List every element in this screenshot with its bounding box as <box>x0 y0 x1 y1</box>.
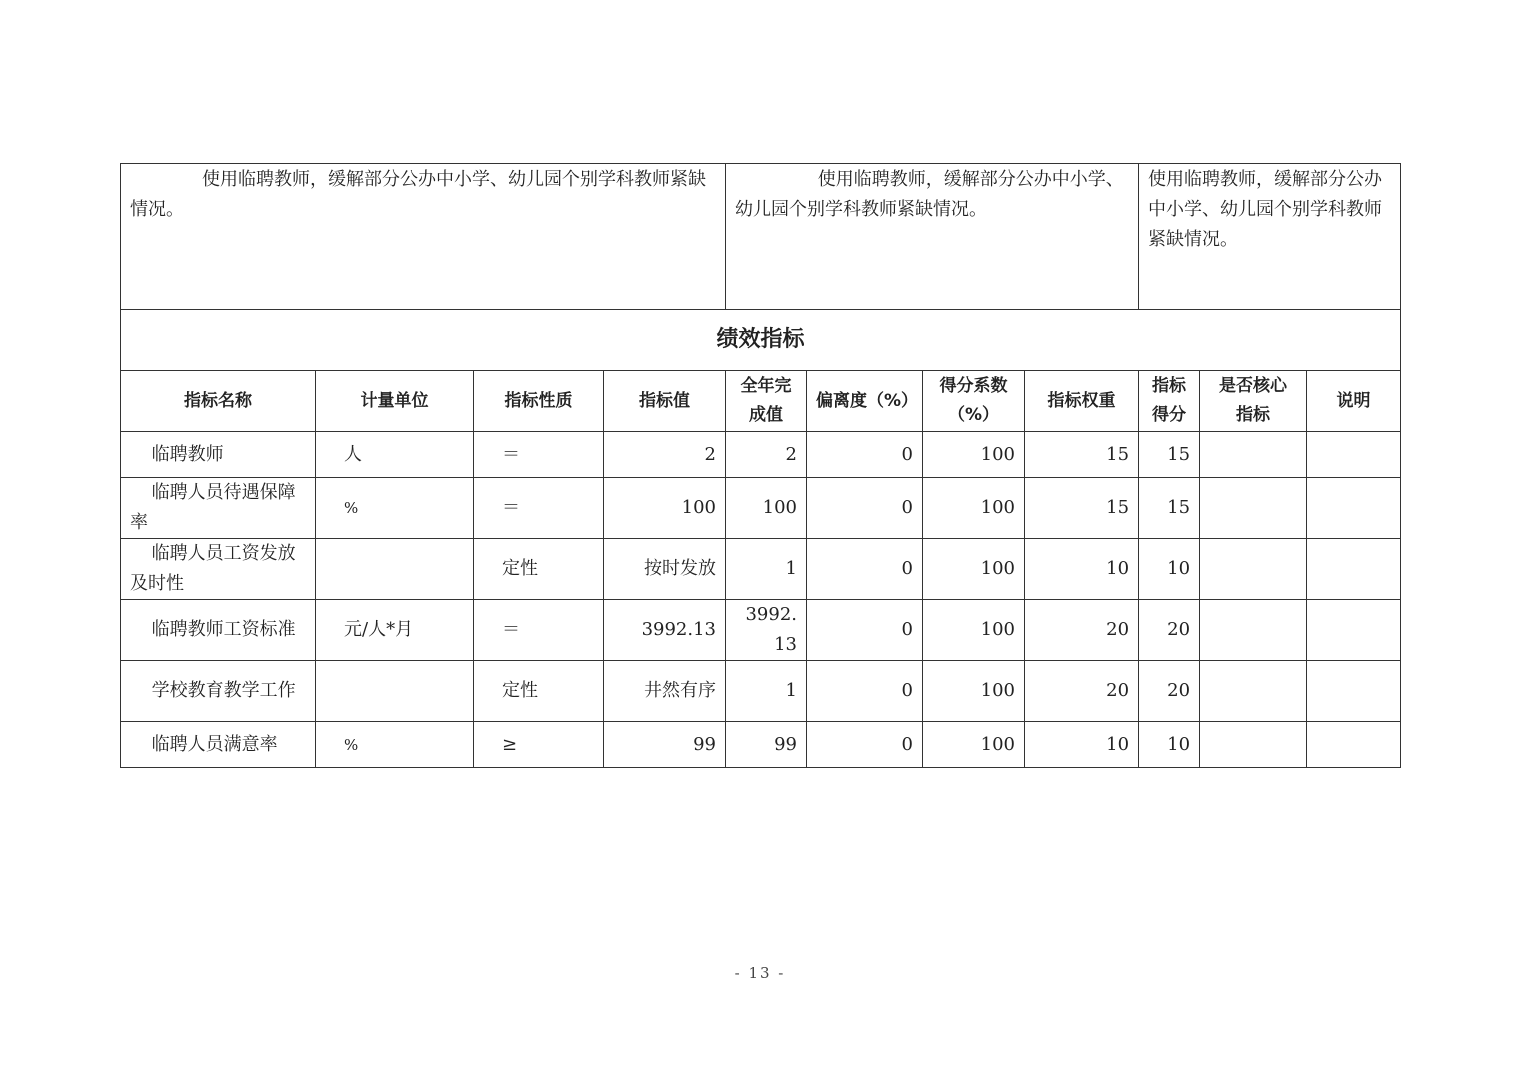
cell-coef: 100 <box>923 722 1025 768</box>
header-nature: 指标性质 <box>474 371 604 432</box>
header-coef-line2: （%） <box>947 405 1000 425</box>
cell-nature: ＝ <box>474 432 604 478</box>
header-row <box>121 371 1401 432</box>
cell-note <box>1307 722 1401 768</box>
header-deviation: 偏离度（%） <box>807 371 923 432</box>
cell-note <box>1307 478 1401 539</box>
objective-cell-1: 使用临聘教师，缓解部分公办中小学、幼儿园个别学科教师紧缺情况。 <box>121 164 726 310</box>
cell-name: 临聘教师工资标准 <box>121 600 316 661</box>
cell-coef: 100 <box>923 600 1025 661</box>
cell-weight: 20 <box>1025 661 1139 722</box>
cell-score: 10 <box>1139 539 1200 600</box>
cell-actual: 99 <box>726 722 807 768</box>
cell-name: 临聘人员满意率 <box>121 722 316 768</box>
cell-deviation: 0 <box>807 539 923 600</box>
cell-score: 15 <box>1139 432 1200 478</box>
header-actual <box>726 371 807 432</box>
cell-unit: 元/人*月 <box>316 600 474 661</box>
cell-unit: % <box>316 722 474 768</box>
cell-deviation: 0 <box>807 478 923 539</box>
header-coef-line1: 得分系数 <box>939 376 1008 396</box>
cell-core <box>1200 661 1307 722</box>
header-name: 指标名称 <box>121 371 316 432</box>
header-score-line1: 指标 <box>1152 376 1187 396</box>
cell-deviation: 0 <box>807 432 923 478</box>
header-score <box>1139 371 1200 432</box>
header-actual-line1: 全年完 <box>740 376 792 396</box>
cell-note <box>1307 539 1401 600</box>
objective-cell-2: 使用临聘教师，缓解部分公办中小学、幼儿园个别学科教师紧缺情况。 <box>726 164 1139 310</box>
objective-cell-3: 使用临聘教师，缓解部分公办中小学、幼儿园个别学科教师紧缺情况。 <box>1139 164 1401 310</box>
performance-table <box>120 163 1401 768</box>
header-actual-line2: 成值 <box>749 405 783 425</box>
cell-note <box>1307 661 1401 722</box>
cell-value: 100 <box>604 478 726 539</box>
cell-value: 井然有序 <box>604 661 726 722</box>
header-core-line2: 指标 <box>1236 405 1271 425</box>
header-score-line2: 得分 <box>1152 405 1187 425</box>
cell-score: 15 <box>1139 478 1200 539</box>
cell-coef: 100 <box>923 661 1025 722</box>
cell-score: 20 <box>1139 600 1200 661</box>
cell-weight: 20 <box>1025 600 1139 661</box>
cell-core <box>1200 722 1307 768</box>
cell-coef: 100 <box>923 432 1025 478</box>
cell-score: 10 <box>1139 722 1200 768</box>
cell-unit <box>316 661 474 722</box>
cell-note <box>1307 600 1401 661</box>
cell-core <box>1200 539 1307 600</box>
cell-core <box>1200 432 1307 478</box>
header-weight: 指标权重 <box>1025 371 1139 432</box>
cell-deviation: 0 <box>807 722 923 768</box>
table-row <box>121 539 1401 600</box>
cell-name: 学校教育教学工作 <box>121 661 316 722</box>
cell-core <box>1200 478 1307 539</box>
cell-name: 临聘人员工资发放及时性 <box>121 539 316 600</box>
table-row <box>121 432 1401 478</box>
cell-core <box>1200 600 1307 661</box>
page-number: - 13 - <box>734 964 786 982</box>
cell-nature: ≥ <box>474 722 604 768</box>
cell-nature: ＝ <box>474 478 604 539</box>
cell-unit: 人 <box>316 432 474 478</box>
section-title: 绩效指标 <box>121 310 1401 371</box>
cell-weight: 10 <box>1025 722 1139 768</box>
section-title-row <box>121 310 1401 371</box>
cell-value: 99 <box>604 722 726 768</box>
performance-table-sheet <box>120 163 1400 768</box>
cell-unit: % <box>316 478 474 539</box>
cell-value: 2 <box>604 432 726 478</box>
header-core <box>1200 371 1307 432</box>
cell-coef: 100 <box>923 539 1025 600</box>
cell-weight: 15 <box>1025 432 1139 478</box>
cell-deviation: 0 <box>807 661 923 722</box>
cell-actual: 3992.13 <box>726 600 807 661</box>
cell-nature: ＝ <box>474 600 604 661</box>
table-row <box>121 722 1401 768</box>
table-row <box>121 600 1401 661</box>
cell-value: 3992.13 <box>604 600 726 661</box>
table-row <box>121 478 1401 539</box>
cell-weight: 10 <box>1025 539 1139 600</box>
cell-score: 20 <box>1139 661 1200 722</box>
cell-deviation: 0 <box>807 600 923 661</box>
header-unit: 计量单位 <box>316 371 474 432</box>
table-row <box>121 661 1401 722</box>
header-coef <box>923 371 1025 432</box>
objectives-row <box>121 164 1401 310</box>
cell-value: 按时发放 <box>604 539 726 600</box>
cell-nature: 定性 <box>474 661 604 722</box>
cell-coef: 100 <box>923 478 1025 539</box>
cell-nature: 定性 <box>474 539 604 600</box>
cell-name: 临聘教师 <box>121 432 316 478</box>
cell-actual: 100 <box>726 478 807 539</box>
header-value: 指标值 <box>604 371 726 432</box>
cell-actual: 1 <box>726 539 807 600</box>
cell-weight: 15 <box>1025 478 1139 539</box>
cell-actual: 1 <box>726 661 807 722</box>
cell-name: 临聘人员待遇保障率 <box>121 478 316 539</box>
header-note: 说明 <box>1307 371 1401 432</box>
cell-note <box>1307 432 1401 478</box>
header-core-line1: 是否核心 <box>1219 376 1288 396</box>
cell-unit <box>316 539 474 600</box>
cell-actual: 2 <box>726 432 807 478</box>
